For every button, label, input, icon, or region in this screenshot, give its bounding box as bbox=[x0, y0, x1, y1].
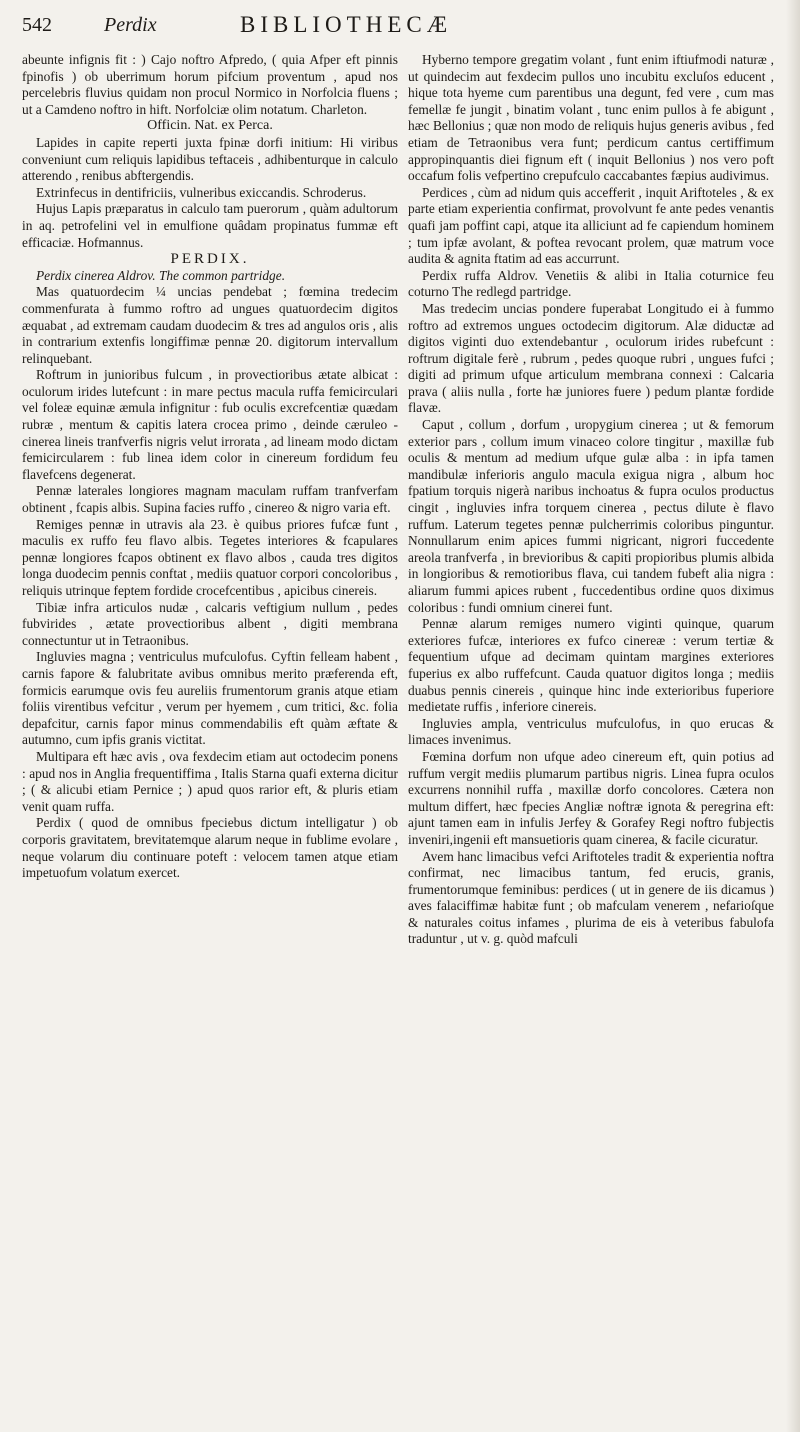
paragraph: Perdix cinerea Aldrov. The common partridge. bbox=[36, 267, 286, 283]
paragraph: Roftrum in junioribus fulcum , in provectioribus ætate albicat : oculorum irides lutefcunt : in mare pectus macula ruffa femicirculari vel foleæ equinæ æmula infignitur : fub oculis excrefcentiæ quædam rubræ , mentum & capitis latera crocea primo , deinde cæruleo - cinerea lineis tranfverfis nigris velut irrorata , ad lineam modo dictam femicircularem : fub linea idem color in cinereum fordidum feu flavefcens degenerat. bbox=[22, 367, 398, 482]
paragraph: Hujus Lapis præparatus in calculo tam puerorum , quàm adultorum in aq. petrofelini vel in emulfione quâdam propinatus fummæ eft efficaciæ. Hofmannus. bbox=[22, 201, 398, 250]
paragraph: Ingluvies ampla, ventriculus mufculofus, in quo erucas & limaces invenimus. bbox=[408, 715, 774, 748]
header-bibliotheca: BIBLIOTHECÆ bbox=[240, 12, 453, 37]
page-edge-shadow bbox=[786, 0, 800, 1432]
paragraph: Pennæ laterales longiores magnam maculam ruffam tranfverfam obtinent , fcapis albis. Supina facies ruffo , cinereo & nigro varia eft. bbox=[22, 483, 398, 516]
paragraph: Caput , collum , dorfum , uropygium cinerea ; ut & femorum exterior pars , collum imum vinaceo colore tingitur , maxillæ fub oculis & mentum ad medium ufque gulæ alba : in ipfa tamen mandibulæ inferioris angulo macula exigua nigra , album hoc fpatium torquis nigerà naribus inchoatus & fupra oculos productus cingit , ingluvies infra torquem cinerea , pectus dilute è flavo ruffum. Laterum tegetes pennæ pulcherrimis coloribus pinguntur. Nonnullarum enim apices fummi nigricant, nigrori fuccedente areola tranfverfa , in brevioribus & capiti propioribus plumis albida in longioribus & remotioribus flava, cui tandem fubeft alia nigra : aliarum fummi apices rubent , fuccedentibus ordine quos diximus coloribus : fundi omnium cinerei funt. bbox=[408, 417, 774, 615]
paragraph: Ingluvies magna ; ventriculus mufculofus. Cyftin felleam habent , carnis fapore & falubritate avibus omnibus merito præferenda eft, formicis earumque ovis feu aureliis frumentorum granis atque etiam foliis virentibus vefcitur , verum per hyemem , cum tritici, &c. folia depafcitur, carnis fapor minus commendabilis eft quàm æftate & autumno, cum ipfis granis victitat. bbox=[22, 649, 398, 748]
paragraph: Avem hanc limacibus vefci Ariftoteles tradit & experientia noftra confirmat, nec limacibus tantum, fed erucis, granis, frumentorumque feminibus: perdices ( ut in genere de iis dicamus ) aves falaciffimæ habitæ funt ; ob mafculam venerem , nefarioſque & naturales coitus infames , plurima de eis à veteribus fabulofa traduntur , ut v. g. quòd mafculi bbox=[408, 848, 774, 947]
section-heading: Officin. Nat. ex Perca. bbox=[147, 118, 273, 134]
paragraph: Multipara eft hæc avis , ova fexdecim etiam aut octodecim ponens : apud nos in Anglia frequentiffima , Italis Starna quafi externa dicitur ; ( & alicubi etiam Pernice ; ) apud quos rarior eft, & pluris etiam venit quam ruffa. bbox=[22, 748, 398, 814]
page-number: 542 bbox=[22, 14, 52, 36]
paragraph: Perdix ruffa Aldrov. Venetiis & alibi in Italia coturnice feu coturno The redlegd partridge. bbox=[408, 267, 774, 300]
paragraph: Extrinfecus in dentifriciis, vulneribus exiccandis. Schroderus. bbox=[36, 184, 367, 200]
running-header bbox=[0, 8, 800, 50]
paragraph: Perdices , cùm ad nidum quis accefferit , inquit Ariftoteles , & ex parte etiam experientia confirmat, provolvunt fe ante pedes venantis quafi jam poffint capi, atque ita alliciunt ad fe capiendum hominem ; tum ipfæ avolant, & poftea revocant prolem, quæ matrum voce audita & agnita ftatim ad eas accurrunt. bbox=[408, 184, 774, 267]
paragraph: Remiges pennæ in utravis ala 23. è quibus priores fufcæ funt , maculis ex ruffo feu flavo albis. Tegetes interiores & fcapulares pennæ longiores fcapos obtinent ex flavo albos , cauda tres digitos longa duodecim pennis conftat , mediis quatuor corpori concoloribus , reliquis utrinque feptem fordide crocefcentibus , apicibus cinereis. bbox=[22, 516, 398, 598]
paragraph: Mas tredecim uncias pondere fuperabat Longitudo ei à fummo roftro ad extremos ungues octodecim digitorum. Alæ diductæ ad digitos viginti duo extendebantur , oculorum irides rubefcunt : roftrum digitale ferè , rubrum , pedes quoque rubri , ungues fufci ; digiti ad primum ufque articulum membrana connexi : Calcaria prava ( aliis nulla , forte hæ juniores fuere ) pedum plantæ fordide flavæ. bbox=[408, 300, 774, 416]
paragraph: abeunte infignis fit : ) Cajo noftro Afpredo, ( quia Afper eft pinnis fpinofis ) ob uberrimum horum pifcium proventum , apud nos percelebris fluvius quidam non procul Normico in Norfolcia fluens ; ut a Camdeno noftro in hift. Norfolciæ olim notatum. Charleton. bbox=[22, 52, 398, 117]
running-title: Perdix bbox=[104, 14, 157, 36]
paragraph: Perdix ( quod de omnibus fpeciebus dictum intelligatur ) ob corporis gravitatem, brevitatemque alarum neque in fublime evolare , neque volarum diu continuare poteft : velocem tamen atque etiam impetuofum volatum exercet. bbox=[22, 815, 398, 881]
paragraph: Lapides in capite reperti juxta fpinæ dorfi initium: Hi viribus conveniunt cum reliquis lapidibus teftaceis , adhibenturque in calculo atterendo , renibus abftergendis. bbox=[22, 134, 398, 184]
paragraph: Fœmina dorfum non ufque adeo cinereum eft, quin potius ad ruffum vergit mediis plumarum partibus nigris. Linea fupra oculos excurrens nonnihil ruffa , maxillæ dorfo concolores. Cætera non multum differt, hæc fpecies Angliæ noftræ ignota & peregrina eft: ajunt tamen eam in infulis Jerfey & Gorafey Regi noftro fubjectis inveniri,ingenii eft mansuetioris quam cinerea, & facile cicuratur. bbox=[408, 748, 774, 847]
paragraph: Mas quatuordecim ¼ uncias pendebat ; fœmina tredecim commenfurata à fummo roftro ad ungues quatuordecim digitos æquabat , ad extremam caudam duodecim & tres ad angulos oris , alis in contrarium extenfis longiffimæ pennæ 20. digitorum intervallum relinquebant. bbox=[22, 284, 398, 366]
paragraph: Hyberno tempore gregatim volant , funt enim iftiufmodi naturæ , ut quindecim aut fexdecim pullos uno incubitu excluſos educent , hique tota hyeme cum parentibus una degunt, fed vere , cum mas femellæ fe jungit , binatim volant , tunc enim pullos à fe abigunt , hæc Bellonius ; quæ non modo de reliquis hujus generis avibus , fed etiam de Tetraonibus vera funt; perdicum cantus certiffimum appropinquantis diei fignum eft ( inquit Bellonius ) nos vero poft occafum folis vefpertino crepufculo caccabantes fæpius audivimus. bbox=[408, 52, 774, 184]
right-column bbox=[408, 52, 774, 1424]
left-column bbox=[22, 52, 398, 1424]
paragraph: Tibiæ infra articulos nudæ , calcaris veftigium nullum , pedes fubvirides , ætate provectioribus albent , digiti membrana connectuntur ut in Tetraonibus. bbox=[22, 599, 398, 648]
section-heading: PERDIX. bbox=[170, 251, 250, 268]
paragraph: Pennæ alarum remiges numero viginti quinque, quarum exteriores fufcæ, interiores ex fufco cinereæ : verum tertiæ & fequentium ufque ad decimam quintam margines exteriores fuperius ex albo ruffefcunt. Cauda quatuor digitos longa ; mediis duabus pennis cinereis , quinque hinc inde exterioribus fuperiore medietate ruffis , inferiore cinereis. bbox=[408, 616, 774, 715]
